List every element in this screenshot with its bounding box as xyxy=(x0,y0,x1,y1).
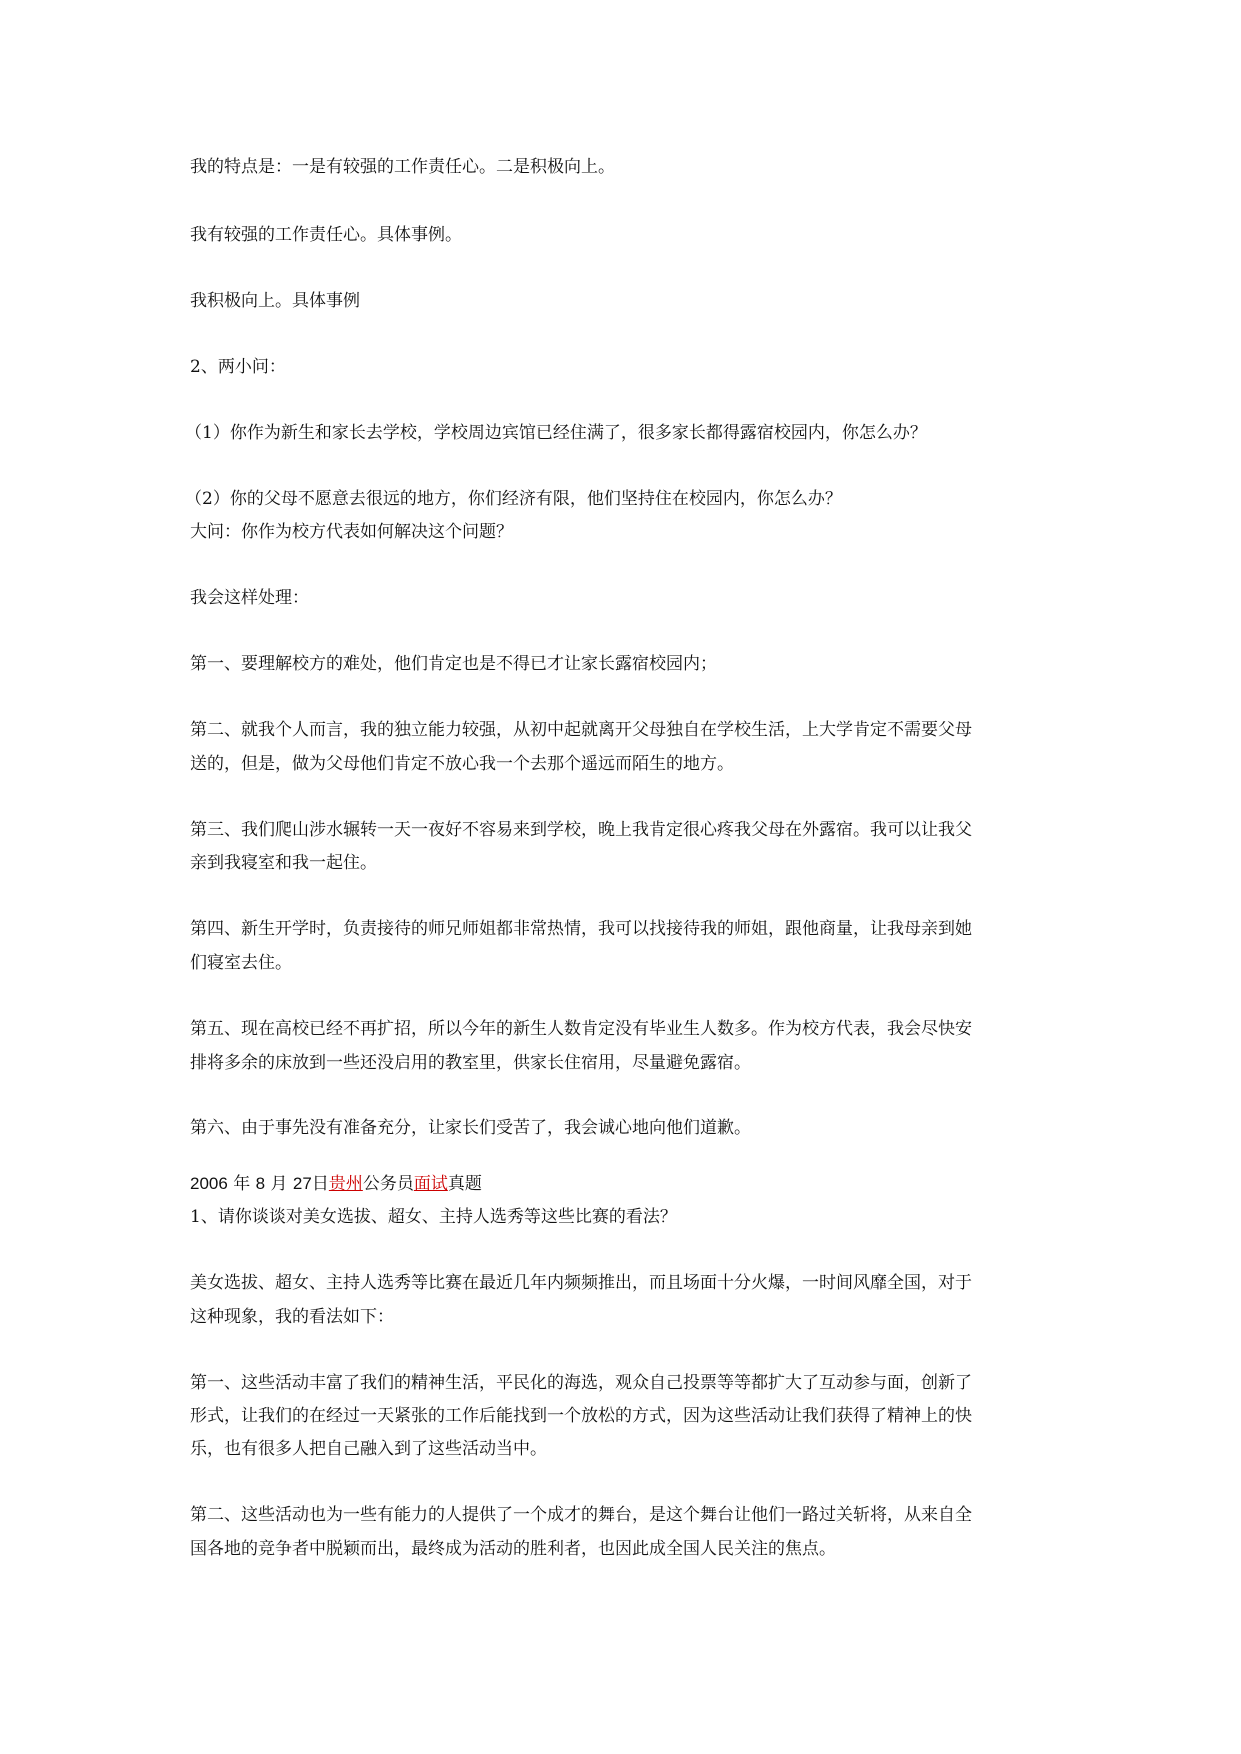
paragraph-line: 第四、新生开学时，负责接待的师兄师姐都非常热情，我可以找接待我的师姐，跟他商量，让我母亲到她 xyxy=(190,919,972,939)
paragraph-line: 1、请你谈谈对美女选拔、超女、主持人选秀等这些比赛的看法？ xyxy=(190,1207,677,1227)
paragraph-line: 我有较强的工作责任心。具体事例。 xyxy=(190,225,462,245)
paragraph-line: 第二、就我个人而言，我的独立能力较强，从初中起就离开父母独自在学校生活，上大学肯定不需要父母 xyxy=(190,720,972,740)
paragraph-line: 美女选拔、超女、主持人选秀等比赛在最近几年内频频推出，而且场面十分火爆，一时间风靡全国，对于 xyxy=(190,1273,972,1293)
heading-tail: 真题 xyxy=(447,1174,482,1194)
heading-middle: 公务员 xyxy=(362,1174,414,1194)
paragraph-line: 第六、由于事先没有准备充分，让家长们受苦了，我会诚心地向他们道歉。 xyxy=(190,1118,751,1138)
heading-day: 27 xyxy=(292,1174,312,1193)
paragraph-line: 形式，让我们的在经过一天紧张的工作后能找到一个放松的方式，因为这些活动让我们获得了精神上的快 xyxy=(190,1406,972,1426)
paragraph-line: （2）你的父母不愿意去很远的地方，你们经济有限，他们坚持住在校园内，你怎么办？ xyxy=(185,489,842,509)
paragraph-line: 这种现象，我的看法如下： xyxy=(190,1307,394,1327)
paragraph-line: 第三、我们爬山涉水辗转一天一夜好不容易来到学校，晚上我肯定很心疼我父母在外露宿。我可以让我父 xyxy=(190,820,972,840)
paragraph-line: 2、两小问： xyxy=(190,357,286,377)
heading-day-suffix: 日 xyxy=(311,1174,329,1194)
paragraph-line: （1）你作为新生和家长去学校，学校周边宾馆已经住满了，很多家长都得露宿校园内，你怎么办？ xyxy=(185,423,927,443)
paragraph-line: 乐，也有很多人把自己融入到了这些活动当中。 xyxy=(190,1439,547,1459)
paragraph-line: 我积极向上。具体事例 xyxy=(190,291,360,311)
paragraph-line: 第二、这些活动也为一些有能力的人提供了一个成才的舞台，是这个舞台让他们一路过关斩将，从来自全 xyxy=(190,1505,972,1525)
heading-month-suffix: 月 xyxy=(270,1174,288,1194)
paragraph-line: 我的特点是：一是有较强的工作责任心。二是积极向上。 xyxy=(190,157,615,177)
guizhou-link[interactable]: 贵州 xyxy=(328,1174,363,1194)
paragraph-line: 我会这样处理： xyxy=(190,588,309,608)
heading-year-suffix: 年 xyxy=(233,1174,251,1194)
heading-month: 8 xyxy=(255,1174,266,1193)
paragraph-line: 第一、这些活动丰富了我们的精神生活，平民化的海选，观众自己投票等等都扩大了互动参与面，创新了 xyxy=(190,1373,972,1393)
section-heading xyxy=(190,1173,1070,1195)
paragraph-line: 排将多余的床放到一些还没启用的教室里，供家长住宿用，尽量避免露宿。 xyxy=(190,1053,751,1073)
paragraph-line: 第五、现在高校已经不再扩招，所以今年的新生人数肯定没有毕业生人数多。作为校方代表，我会尽快安 xyxy=(190,1019,972,1039)
paragraph-line: 第一、要理解校方的难处，他们肯定也是不得已才让家长露宿校园内； xyxy=(190,654,717,674)
paragraph-line: 亲到我寝室和我一起住。 xyxy=(190,853,377,873)
paragraph-line: 国各地的竞争者中脱颖而出，最终成为活动的胜利者，也因此成全国人民关注的焦点。 xyxy=(190,1539,836,1559)
paragraph-line: 们寝室去住。 xyxy=(190,953,292,973)
interview-link[interactable]: 面试 xyxy=(413,1174,448,1194)
paragraph-line: 送的，但是，做为父母他们肯定不放心我一个去那个遥远而陌生的地方。 xyxy=(190,754,734,774)
heading-year: 2006 xyxy=(190,1174,228,1193)
paragraph-line: 大问：你作为校方代表如何解决这个问题？ xyxy=(190,522,513,542)
